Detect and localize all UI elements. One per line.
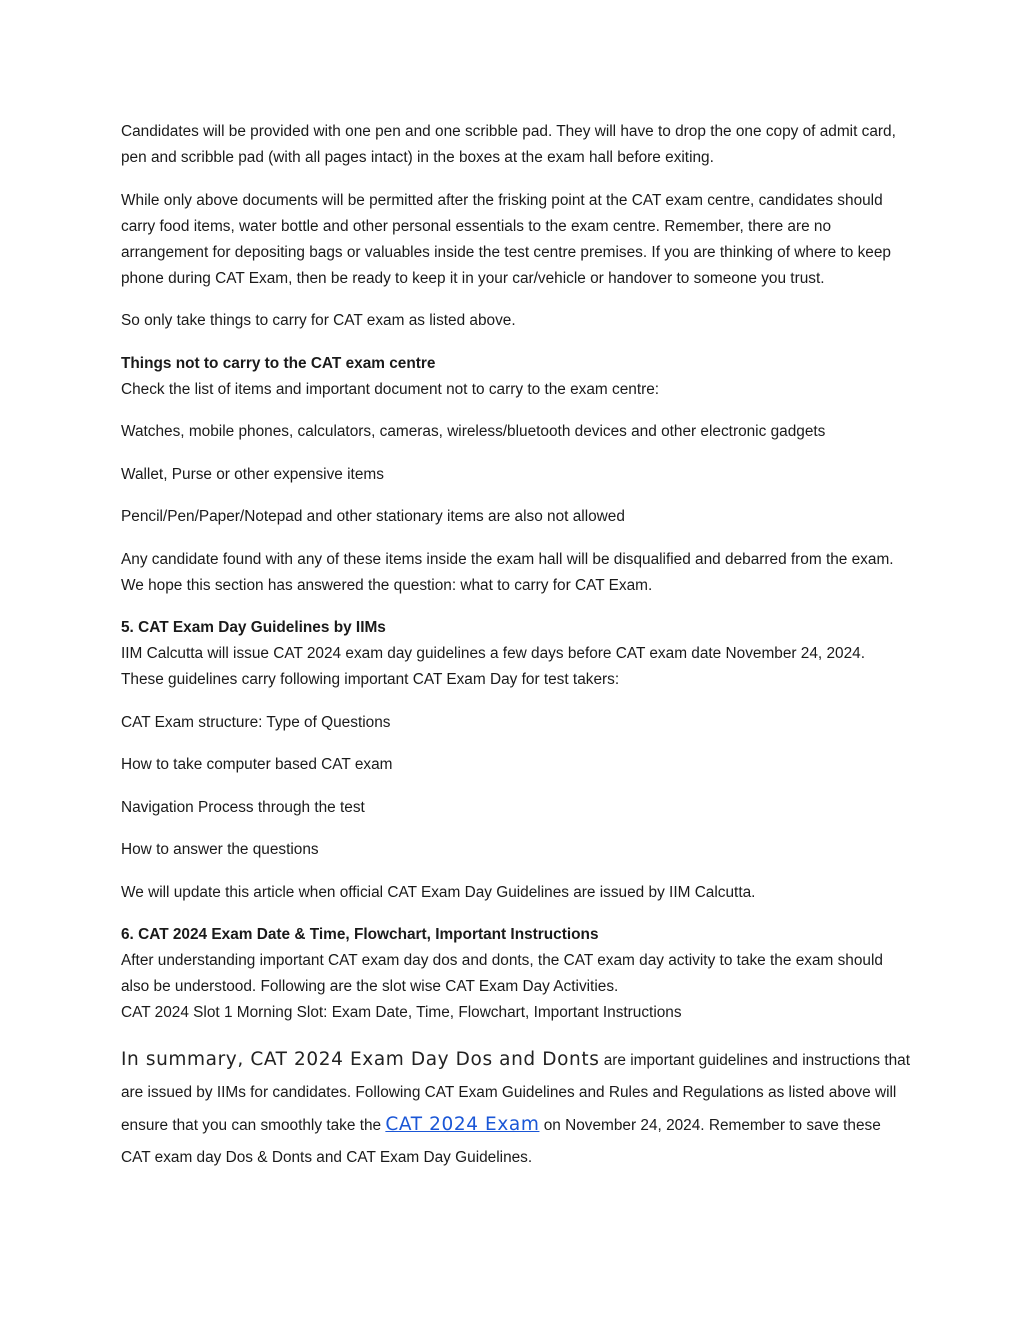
- paragraph-documents-permitted: While only above documents will be permitted after the frisking point at the CAT exam centre, candidates should carry food items, water bottle and other personal essentials to the exam centre. Remember, there are no arrangement for depositing bags or valuables inside the test centre premises. If you are thinking of where to keep phone during CAT Exam, then be ready to keep it in your car/vehicle or handover to someone you trust.: [121, 191, 891, 287]
- section-6-intro: After understanding important CAT exam day dos and donts, the CAT exam day activity to take the exam should also be understood. Following are the slot wise CAT Exam Day Activities.: [121, 952, 883, 995]
- cat-2024-exam-link[interactable]: CAT 2024 Exam: [385, 1114, 540, 1135]
- list-item: CAT Exam structure: Type of Questions: [121, 713, 391, 731]
- heading-section-5: 5. CAT Exam Day Guidelines by IIMs: [121, 619, 386, 636]
- list-item: Pencil/Pen/Paper/Notepad and other stationary items are also not allowed: [121, 508, 625, 525]
- summary-lead: In summary, CAT 2024 Exam Day Dos and Donts: [121, 1049, 600, 1070]
- summary-paragraph: [121, 1044, 911, 1174]
- list-item: How to take computer based CAT exam: [121, 756, 393, 773]
- heading-section-6: 6. CAT 2024 Exam Date & Time, Flowchart, Important Instructions: [121, 926, 599, 943]
- summary-text-2: on November 24, 2024. Remember to save these CAT exam day Dos & Donts and CAT Exam Day Guidelines.: [121, 1117, 881, 1166]
- list-item: How to answer the questions: [121, 841, 319, 858]
- list-item: Watches, mobile phones, calculators, cameras, wireless/bluetooth devices and other electronic gadgets: [121, 423, 826, 440]
- section-6: [121, 922, 911, 1026]
- list-item: Navigation Process through the test: [121, 798, 365, 816]
- document-page: [121, 119, 911, 1191]
- section-5-intro: IIM Calcutta will issue CAT 2024 exam day guidelines a few days before CAT exam date November 24, 2024. These guidelines carry following important CAT Exam Day for test takers:: [121, 645, 865, 688]
- summary-text-1: are important guidelines and instructions that are issued by IIMs for candidates. Following CAT Exam Guidelines and Rules and Regulations as listed above will ensure that you can smoothly take the: [121, 1052, 910, 1134]
- paragraph-admit-card: Candidates will be provided with one pen and one scribble pad. They will have to drop the one copy of admit card, pen and scribble pad (with all pages intact) in the boxes at the exam hall before exiting.: [121, 123, 896, 166]
- paragraph-disqualification: Any candidate found with any of these items inside the exam hall will be disqualified and debarred from the exam. We hope this section has answered the question: what to carry for CAT Exam.: [121, 550, 894, 594]
- paragraph-update-notice: We will update this article when official CAT Exam Day Guidelines are issued by IIM Calcutta.: [121, 883, 756, 901]
- section-6-slot: CAT 2024 Slot 1 Morning Slot: Exam Date, Time, Flowchart, Important Instructions: [121, 1004, 682, 1021]
- section-5: [121, 615, 911, 693]
- heading-not-to-carry: Things not to carry to the CAT exam centre: [121, 354, 436, 372]
- paragraph-only-take: So only take things to carry for CAT exam as listed above.: [121, 312, 516, 329]
- section-not-to-carry: [121, 351, 911, 403]
- not-to-carry-intro: Check the list of items and important document not to carry to the exam centre:: [121, 380, 660, 398]
- list-item: Wallet, Purse or other expensive items: [121, 465, 384, 483]
